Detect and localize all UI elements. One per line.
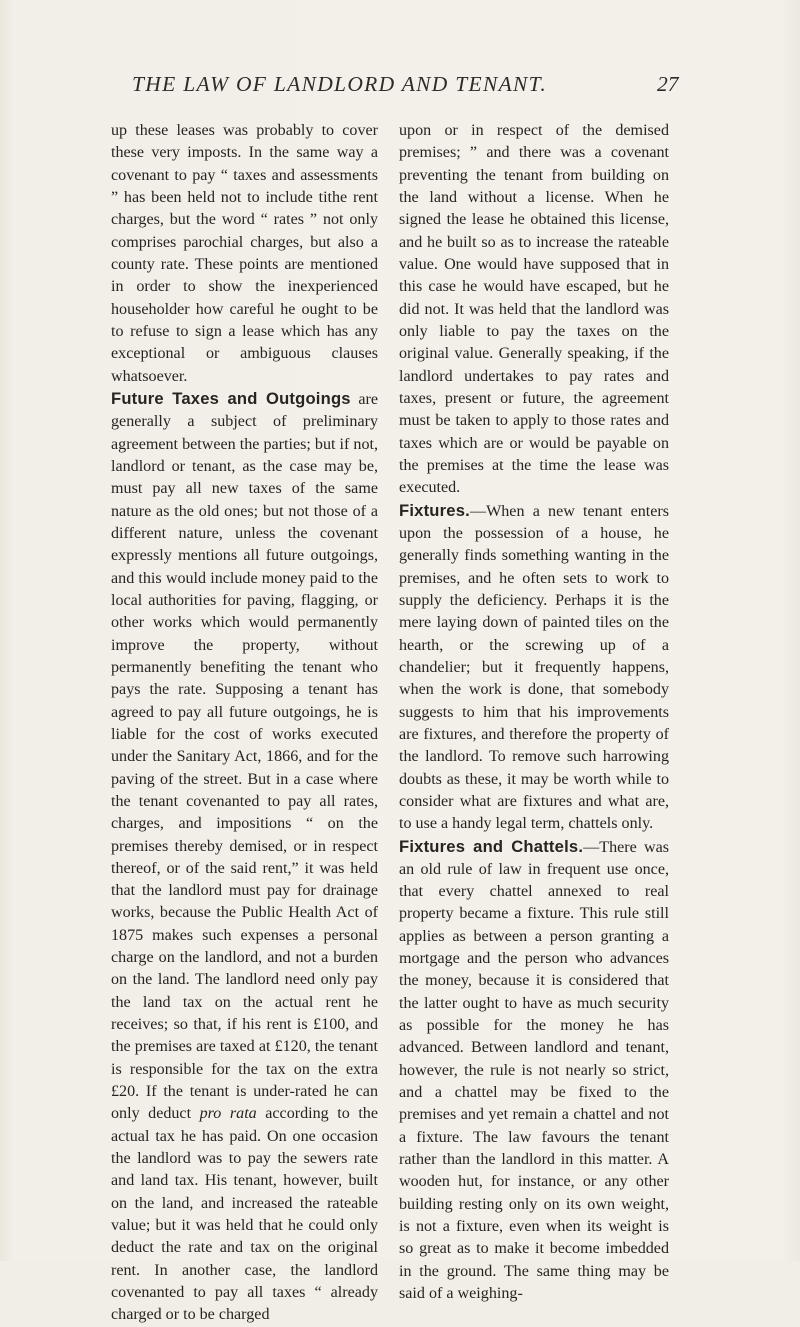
left-paragraph-2-text-a: are generally a subject of preliminary agreement between the parties; but if not, landlord or tenant, as the case may be, must pay all new taxes of the same nature as the old ones; but not those of a different nature, unless the covenant expressly mentions all future outgoings, and this would include money paid to the local authorities for paving, flagging, or other works which would permanently improve the property, without permanently benefiting the tenant who pays the rate. Supposing a tenant has agreed to pay all future outgoings, he is liable for the cost of works executed under the Sanitary Act, 1866, and for the paving of the street. But in a case where the tenant covenanted to pay all rates, charges, and impositions “ on the premises thereby demised, or in respect thereof, or of the said rent,” it was held that the landlord must pay for drainage works, because the Public Health Act of 1875 makes such expenses a personal charge on the landlord, and not a burden on the land. The landlord need only pay the land tax on the actual rent he receives; so that, if his rent is £100, and the premises are taxed at £120, the tenant is responsible for the tax on the extra £20. If the tenant is under-rated he can only deduct <box>111 390 378 1123</box>
pro-rata-term: pro rata <box>199 1105 257 1123</box>
right-paragraph-1: upon or in respect of the demised premises; ” and there was a covenant preventing the tenant from building on the land without a license. When he signed the lease he obtained this license, and he built so as to increase the rateable value. One would have supposed that in this case he would have escaped, but he did not. It was held that the landlord was only liable to pay the taxes on the original value. Generally speaking, if the landlord undertakes to pay rates and taxes, present or future, the agreement must be taken to apply to those rates and taxes which are or would be payable on the premises at the time the lease was executed. <box>399 122 669 497</box>
left-paragraph-2-text-b: according to the actual tax he has paid. On one occasion the landlord was to pay the sewers rate and land tax. His tenant, however, built on the land, and increased the rateable value; but it was held that he could only deduct the rate and tax on the original rent. In another case, the landlord covenanted to pay all taxes “ already charged or to be charged <box>111 1105 378 1324</box>
left-paragraph-1: up these leases was probably to cover these very imposts. In the same way a covenant to pay “ taxes and assessments ” has been held not to include tithe rent charges, but the word “ rates ” not only comprises parochial charges, but also a county rate. These points are mentioned in order to show the inexperienced householder how careful he ought to be to refuse to sign a lease which has any exceptional or ambiguous clauses whatsoever. <box>111 122 378 385</box>
right-paragraph-3 <box>399 836 669 1306</box>
left-paragraph-2 <box>111 388 378 1327</box>
running-head: THE LAW OF LANDLORD AND TENANT. <box>132 72 548 96</box>
left-column <box>111 120 378 1327</box>
right-paragraph-3-text: —There was an old rule of law in frequent use once, that every chattel annexed to real property became a fixture. This rule still applies as between a person granting a mortgage and the person who advances the money, because it is considered that the latter ought to have as much security as possible for the money he has advanced. Between landlord and tenant, however, the rule is not nearly so strict, and a chattel may be fixed to the premises and yet remain a chattel and not a fixture. The law favours the tenant rather than the landlord in this matter. A wooden hut, for instance, or any other building resting only on its own weight, is not a fixture, even when its weight is so great as to make it become imbedded in the ground. The same thing may be said of a weighing- <box>399 838 669 1303</box>
page-number: 27 <box>657 72 679 96</box>
page-header <box>0 64 800 104</box>
right-paragraph-2-text: —When a new tenant enters upon the possession of a house, he generally finds something wanting in the premises, and he often sets to work to supply the deficiency. Perhaps it is the mere laying down of painted tiles on the hearth, or the screwing up of a chandelier; but it frequently happens, when the work is done, that somebody suggests to him that his improvements are fixtures, and therefore the property of the landlord. To remove such harrowing doubts as these, it may be worth while to consider what are fixtures and what are, to use a handy legal term, chattels only. <box>399 502 669 833</box>
fixtures-heading: Fixtures. <box>399 500 470 520</box>
right-column <box>399 120 669 1305</box>
right-paragraph-2 <box>399 500 669 836</box>
future-taxes-heading: Future Taxes and Outgoings <box>111 388 351 408</box>
fixtures-and-chattels-heading: Fixtures and Chattels. <box>399 836 584 856</box>
